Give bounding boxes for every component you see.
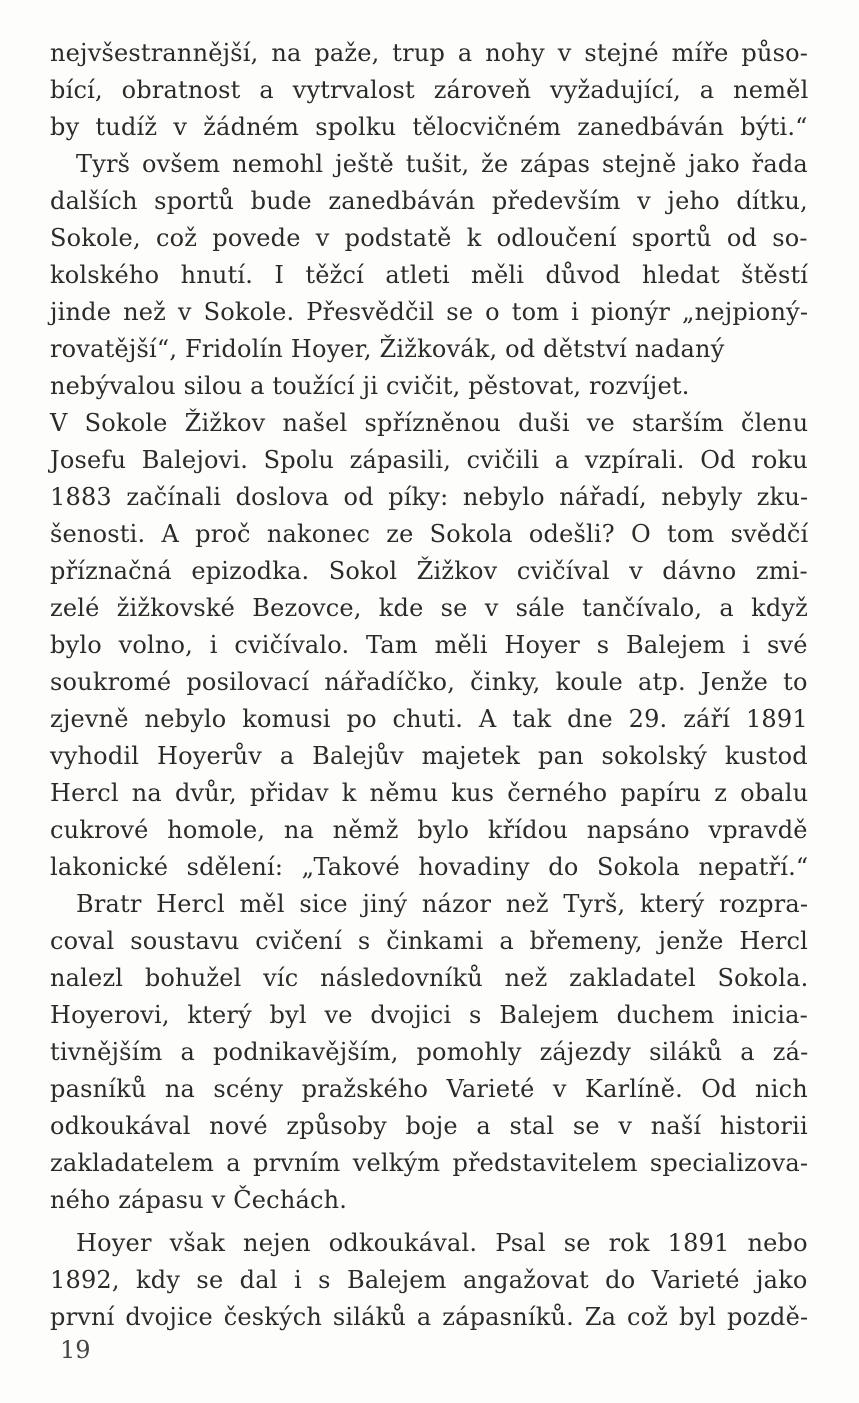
text-line: šenosti. A proč nakonec ze Sokola odešli? O tom svědčí [50, 520, 809, 548]
text-line: Bratr Hercl měl sice jiný názor než Tyrš, který rozpra- [76, 890, 809, 918]
text-line: 1892, kdy se dal i s Balejem angažovat do Varieté jako [50, 1266, 808, 1294]
text-line: rovatější“, Fridolín Hoyer, Žižkovák, od dětství nadaný [50, 335, 725, 363]
text-line: coval soustavu cvičení s činkami a břemeny, jenže Hercl [50, 927, 809, 955]
text-line: bylo volno, i cvičívalo. Tam měli Hoyer s Balejem i své [50, 631, 808, 659]
text-line: bící, obratnost a vytrvalost zároveň vyžadující, a neměl [50, 76, 809, 104]
text-line: cukrové homole, na němž bylo křídou napsáno vpravdě [50, 816, 808, 844]
text-line: Hercl na dvůr, přidav k němu kus černého papíru z obalu [50, 779, 809, 807]
text-line: příznačná epizodka. Sokol Žižkov cvičíval v dávno zmi- [50, 557, 808, 585]
text-line: vyhodil Hoyerův a Balejův majetek pan sokolský kustod [50, 742, 808, 770]
page-number: 19 [60, 1336, 91, 1364]
text-line: Hoyerovi, který byl ve dvojici s Balejem duchem inicia- [50, 1001, 808, 1029]
text-line: nebývalou silou a toužící ji cvičit, pěstovat, rozvíjet. [50, 372, 690, 400]
text-line: zakladatelem a prvním velkým představitelem specializova- [50, 1149, 809, 1177]
text-line: kolského hnutí. I těžcí atleti měli důvod hledat štěstí [50, 261, 809, 289]
text-line: jinde než v Sokole. Přesvědčil se o tom i pionýr „nejpioný- [50, 298, 809, 326]
text-line: tivnějším a podnikavějším, pomohly zájezdy siláků a zá- [50, 1038, 809, 1066]
text-line: odkoukával nové způsoby boje a stal se v naší historii [50, 1112, 808, 1140]
text-line: zelé žižkovské Bezovce, kde se v sále tančívalo, a když [50, 594, 808, 622]
text-line: nejvšestrannější, na paže, trup a nohy v stejné míře půso- [50, 39, 809, 67]
text-line: ného zápasu v Čechách. [50, 1186, 348, 1214]
text-line: zjevně nebylo komusi po chuti. A tak dne 29. září 1891 [50, 705, 808, 733]
text-line: dalších sportů bude zanedbáván především v jeho dítku, [50, 187, 808, 215]
text-line: Josefu Balejovi. Spolu zápasili, cvičili a vzpírali. Od roku [50, 446, 808, 474]
text-line: pasníků na scény pražského Varieté v Karlíně. Od nich [50, 1075, 808, 1103]
text-line: Sokole, což povede v podstatě k odloučení sportů od so- [50, 224, 808, 252]
text-line: Tyrš ovšem nemohl ještě tušit, že zápas stejně jako řada [76, 150, 808, 178]
text-line: první dvojice českých siláků a zápasníků. Za což byl pozdě- [50, 1303, 809, 1331]
text-line: soukromé posilovací nářadíčko, činky, koule atp. Jenže to [50, 668, 808, 696]
text-line: Hoyer však nejen odkoukával. Psal se rok 1891 nebo [76, 1229, 808, 1257]
text-line: nalezl bohužel víc následovníků než zakladatel Sokola. [50, 964, 809, 992]
text-line: 1883 začínali doslova od píky: nebylo nářadí, nebyly zku- [50, 483, 809, 511]
text-line: by tudíž v žádném spolku tělocvičném zanedbáván býti.“ [50, 113, 808, 141]
text-line: V Sokole Žižkov našel spřízněnou duši ve starším členu [50, 409, 809, 437]
text-line: lakonické sdělení: „Takové hovadiny do Sokola nepatří.“ [50, 853, 809, 881]
